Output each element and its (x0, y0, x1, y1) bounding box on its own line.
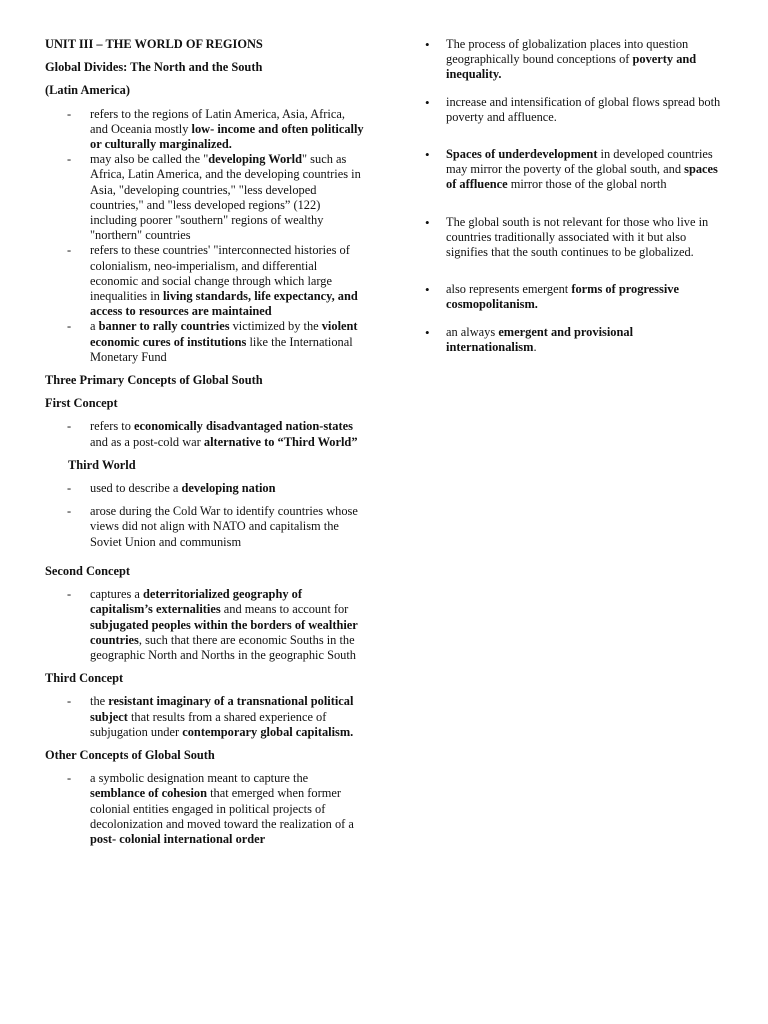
right-bullet-list (425, 37, 725, 355)
text-segment: arose during the Cold War to identify countries whose views did not align with NATO and capitalism the Soviet Union and communism (90, 504, 358, 549)
bold-text: spaces of affluence (446, 162, 718, 192)
text-segment: like the International Monetary Fund (90, 334, 353, 364)
text-segment: may also be called the " (90, 152, 209, 167)
text-segment: victimized by the (229, 319, 322, 334)
list-item (45, 243, 365, 319)
text-segment: refers to these countries' "interconnected histories of colonialism, neo-imperialism, and differential economic and social change through which large inequalities in (90, 243, 350, 304)
unit-title: UNIT III – THE WORLD OF REGIONS (45, 37, 263, 51)
third-concept-list (45, 694, 365, 740)
bullet-item (425, 282, 725, 312)
bold-text: banner to rally countries (98, 319, 230, 334)
section-title: Global Divides: The North and the South (45, 60, 263, 75)
text-segment: and as a post-cold war (90, 434, 204, 449)
text-segment: a (90, 319, 99, 334)
first-concept-list (45, 419, 365, 449)
bullet-item (425, 325, 725, 355)
bold-text: deterritorialized geography of capitalism’s externalities (90, 587, 302, 617)
list-item (45, 419, 365, 449)
bold-text: violent economic cures of institutions (90, 319, 358, 349)
bold-text: economically disadvantaged nation-states (134, 419, 353, 434)
text-segment: that emerged when former colonial entities engaged in political projects of decolonization and moved toward the realization of a (90, 786, 354, 831)
third-concept-title: Third Concept (45, 671, 124, 686)
text-segment: increase and intensification of global flows spread both poverty and affluence. (446, 94, 721, 124)
bold-text: Spaces of underdevelopment (446, 147, 598, 162)
text-segment: mirror those of the global north (507, 177, 667, 192)
bold-text: living standards, life expectancy, and access to resources are maintained (90, 289, 358, 319)
text-segment: a symbolic designation meant to capture the (90, 771, 309, 786)
list-item (45, 504, 365, 550)
text-segment: The global south is not relevant for those who live in countries traditionally associated with it but also signifies that the south continues to be globalized. (446, 214, 709, 260)
bullet-item (425, 95, 725, 125)
third-world-title: Third World (68, 457, 136, 472)
bold-text: forms of progressive cosmopolitanism. (446, 282, 679, 312)
bullet-item (425, 147, 725, 193)
bold-text: semblance of cohesion (90, 786, 208, 801)
text-segment: in developed countries may mirror the poverty of the global south, and (446, 147, 713, 177)
bold-text: low- income and often politically or culturally marginalized. (90, 121, 364, 152)
text-segment: refers to (90, 419, 135, 434)
sub-title: (Latin America) (45, 83, 130, 98)
bold-text: emergent and provisional internationalism (446, 324, 634, 354)
list-item (45, 694, 365, 740)
text-segment: The process of globalization places into question geographically bound conceptions of (446, 37, 689, 67)
text-segment: . (533, 339, 537, 354)
list-item (45, 771, 365, 847)
list-item (45, 587, 365, 663)
right-column (425, 37, 725, 355)
text-segment: captures a (90, 587, 143, 602)
bold-text: post- colonial international order (90, 831, 266, 846)
text-segment: that results from a shared experience of subjugation under (90, 709, 327, 739)
list-item (45, 152, 365, 243)
bullet-item (425, 37, 725, 83)
text-segment: " such as Africa, Latin America, and the developing countries in Asia, "developing countries," "less developed countries," and "less developed regions” (122) including poorer "southern" regions of wealthy "northern" countries (90, 152, 361, 243)
text-segment: an always (446, 324, 499, 339)
other-concepts-list (45, 771, 365, 847)
text-segment: also represents emergent (446, 282, 572, 297)
left-column (45, 37, 365, 847)
bullet-item (425, 215, 725, 261)
three-concepts-title: Three Primary Concepts of Global South (45, 373, 263, 388)
second-concept-list (45, 587, 365, 663)
first-concept-title: First Concept (45, 396, 118, 411)
second-concept-title: Second Concept (45, 563, 131, 578)
bold-text: developing World (208, 152, 303, 167)
list-item (45, 481, 365, 496)
text-segment: the (90, 694, 109, 709)
intro-list (45, 107, 365, 365)
bold-text: poverty and inequality. (446, 52, 697, 82)
bold-text: alternative to “Third World” (203, 434, 358, 449)
other-concepts-title: Other Concepts of Global South (45, 747, 215, 762)
third-world-list (45, 481, 365, 550)
text-segment: , such that there are economic Souths in the geographic North and Norths in the geographic South (90, 632, 356, 662)
bold-text: contemporary global capitalism. (182, 724, 354, 739)
bold-text: resistant imaginary of a transnational political subject (90, 694, 354, 724)
text-segment: used to describe a (90, 481, 182, 496)
list-item (45, 319, 365, 365)
bold-text: developing nation (181, 481, 276, 496)
list-item (45, 107, 365, 153)
bold-text: subjugated peoples within the borders of wealthier countries (90, 617, 358, 647)
text-segment: and means to account for (220, 602, 349, 617)
text-segment: refers to the regions of Latin America, Asia, Africa, and Oceania mostly (90, 106, 345, 136)
